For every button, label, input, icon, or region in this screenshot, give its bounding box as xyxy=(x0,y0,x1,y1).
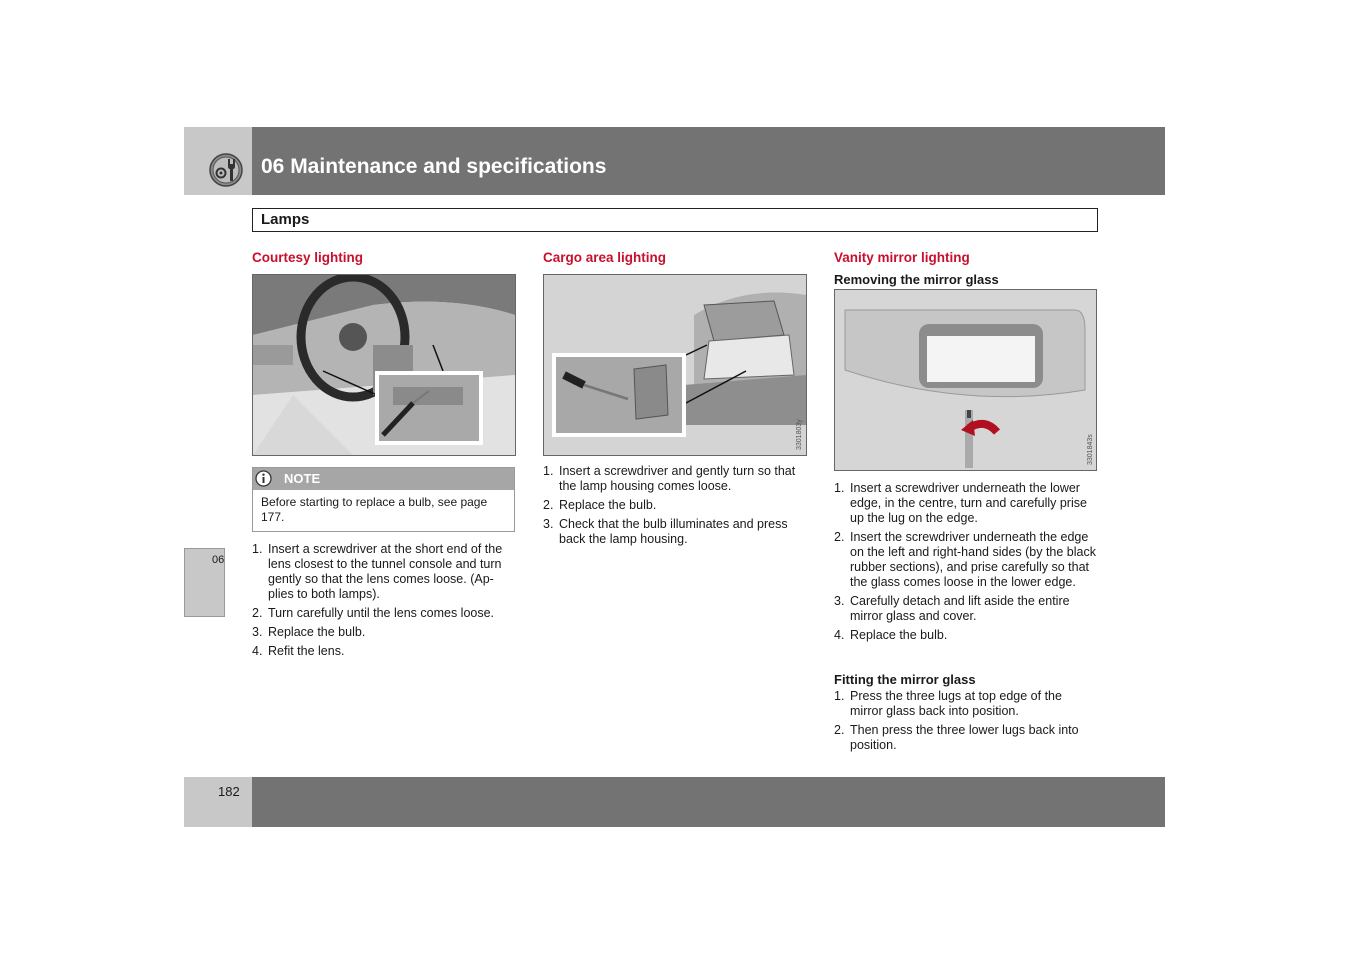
list-item: 1. Insert a screwdriver at the short end of the lens closest to the tunnel console and turn gently so that the lens comes loose. (Ap-plies to both lamps). xyxy=(252,542,503,601)
list-item: 1. Press the three lugs at top edge of the mirror glass back into position. xyxy=(834,689,1062,718)
list-item: 3. Carefully detach and lift aside the entire mirror glass and cover. xyxy=(834,594,1070,623)
removing-mirror-heading: Removing the mirror glass xyxy=(834,272,999,287)
note-text: Before starting to replace a bulb, see page 177. xyxy=(261,495,488,524)
cargo-steps-list xyxy=(543,464,807,551)
list-item: 2. Replace the bulb. xyxy=(543,498,657,512)
figure-code: 3301843s xyxy=(1087,434,1094,465)
list-item: 3. Check that the bulb illuminates and press back the lamp housing. xyxy=(543,517,788,546)
list-item: 2. Insert the screwdriver underneath the edge on the left and right-hand sides (by the black rubber sections), and prise carefully so that the glass comes loose in the lower edge. xyxy=(834,530,1096,589)
figure-code: 3301803y xyxy=(796,419,803,450)
footer-bar xyxy=(252,777,1165,827)
list-item: 3. Replace the bulb. xyxy=(252,625,366,639)
section-box xyxy=(252,208,1098,232)
chapter-title: 06 Maintenance and specifications xyxy=(261,155,607,178)
list-item: 4. Refit the lens. xyxy=(252,644,345,658)
cargo-lighting-figure xyxy=(543,274,807,456)
wrench-gear-icon xyxy=(209,153,243,187)
courtesy-lighting-figure xyxy=(252,274,516,456)
section-title: Lamps xyxy=(261,211,310,228)
courtesy-lighting-heading: Courtesy lighting xyxy=(252,250,363,265)
list-item: 1. Insert a screwdriver and gently turn so that the lamp housing comes loose. xyxy=(543,464,796,493)
page-number: 182 xyxy=(218,784,240,799)
removing-steps-list xyxy=(834,481,1098,647)
fitting-mirror-heading: Fitting the mirror glass xyxy=(834,672,976,687)
list-item: 4. Replace the bulb. xyxy=(834,628,948,642)
vanity-mirror-heading: Vanity mirror lighting xyxy=(834,250,970,265)
fitting-steps-list xyxy=(834,689,1098,757)
vanity-mirror-figure xyxy=(834,289,1097,471)
list-item: 1. Insert a screwdriver underneath the lower edge, in the centre, turn and carefully prise up the lug on the edge. xyxy=(834,481,1087,525)
info-icon xyxy=(255,470,272,487)
list-item: 2. Then press the three lower lugs back into position. xyxy=(834,723,1079,752)
cargo-lighting-heading: Cargo area lighting xyxy=(543,250,667,265)
courtesy-steps-list xyxy=(252,542,515,663)
list-item: 2. Turn carefully until the lens comes loose. xyxy=(252,606,495,620)
note-label: NOTE xyxy=(284,471,321,486)
side-tab-label: 06 xyxy=(212,554,225,566)
